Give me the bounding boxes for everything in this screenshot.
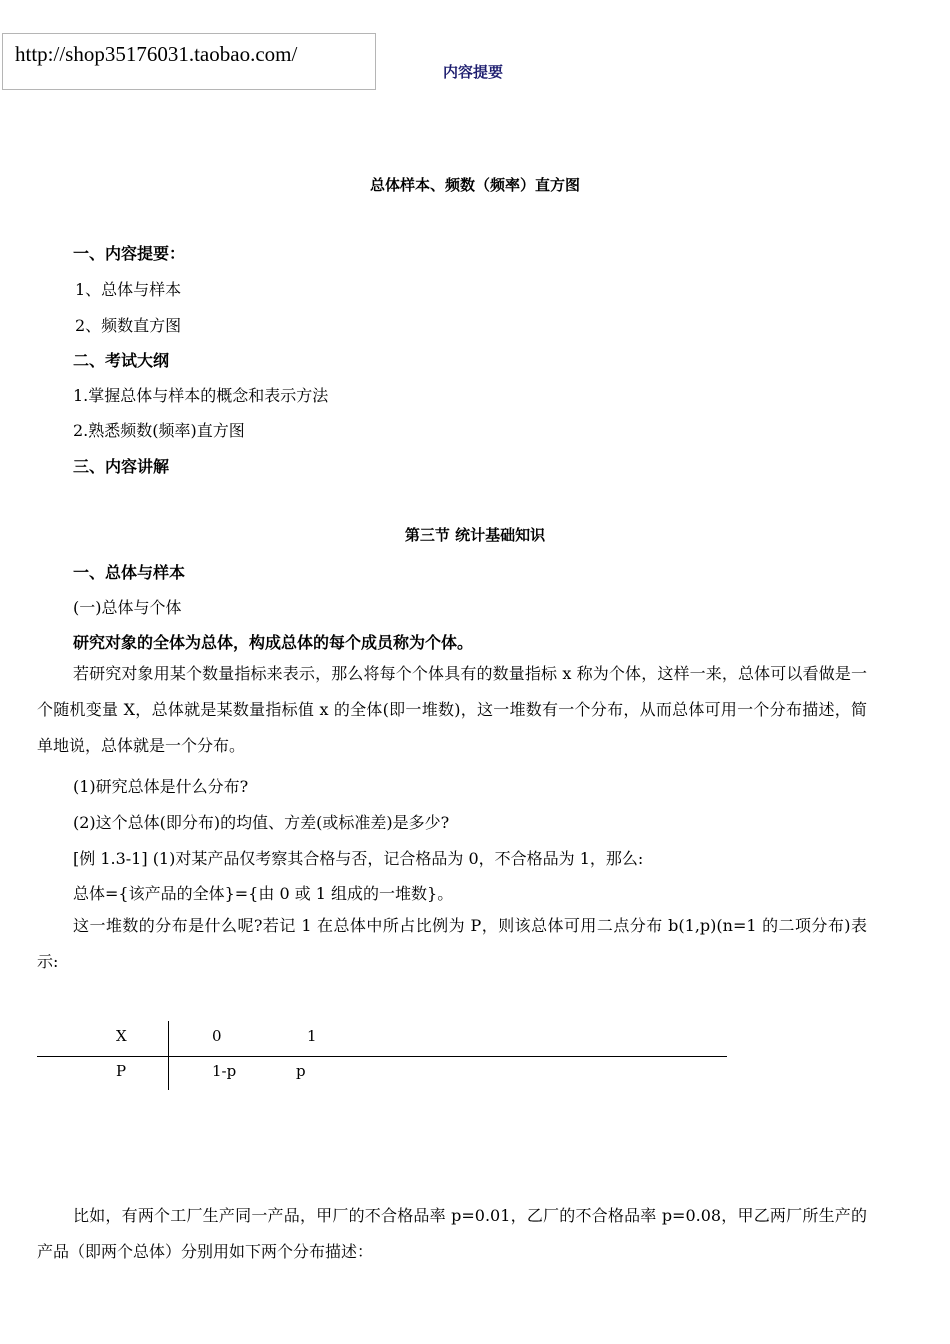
question-2: (2)这个总体(即分布)的均值、方差(或标准差)是多少? (73, 813, 450, 832)
table-cell: p (296, 1062, 306, 1080)
summary-item: 2、频数直方图 (75, 316, 182, 335)
shop-url[interactable]: http://shop35176031.taobao.com/ (15, 42, 298, 66)
paragraph-factories: 比如，有两个工厂生产同一产品，甲厂的不合格品率 p=0.01，乙厂的不合格品率 p=0.08，甲乙两厂所生产的产品（即两个总体）分别用如下两个分布描述： (37, 1206, 867, 1261)
table-cell-header: P (116, 1062, 127, 1080)
section-heading-lecture: 三、内容讲解 (73, 457, 170, 476)
table-cell: 0 (212, 1027, 222, 1045)
subsection-subheading: (一)总体与个体 (73, 598, 182, 617)
syllabus-item: 1.掌握总体与样本的概念和表示方法 (73, 386, 329, 405)
syllabus-item: 2.熟悉频数(频率)直方图 (73, 421, 245, 440)
subsection-heading: 一、总体与样本 (73, 563, 186, 582)
table-divider-vertical (168, 1021, 169, 1090)
table-divider-horizontal (37, 1056, 727, 1057)
summary-item: 1、总体与样本 (75, 280, 182, 299)
question-1: (1)研究总体是什么分布? (73, 777, 249, 796)
population-text: 总体={该产品的全体}={由 0 或 1 组成的一堆数}。 (73, 884, 454, 903)
table-cell: 1-p (212, 1062, 237, 1080)
paragraph-population: 若研究对象用某个数量指标来表示，那么将每个个体具有的数量指标 x 称为个体，这样一来，总体可以看做是一个随机变量 X，总体就是某数量指标值 x 的全体(即一堆数)，这一堆数有一个分布，从而总体可用一个分布描述，简单地说，总体就是一个分布。 (37, 664, 867, 755)
section-heading-syllabus: 二、考试大纲 (73, 351, 170, 370)
definition-text: 研究对象的全体为总体，构成总体的每个成员称为个体。 (73, 633, 474, 652)
table-cell-header: X (116, 1027, 127, 1045)
table-cell: 1 (307, 1027, 317, 1045)
main-title: 总体样本、频数（频率）直方图 (369, 176, 580, 194)
example-text: [例 1.3-1] (1)对某产品仅考察其合格与否，记合格品为 0，不合格品为 1，那么: (73, 849, 644, 868)
section-heading-summary: 一、内容提要： (73, 244, 186, 263)
paragraph-distribution: 这一堆数的分布是什么呢?若记 1 在总体中所占比例为 P，则该总体可用二点分布 b(1,p)(n=1 的二项分布)表示: (37, 916, 867, 971)
section-title: 第三节 统计基础知识 (404, 526, 546, 544)
url-box (2, 33, 376, 90)
header-title: 内容提要 (443, 63, 504, 81)
